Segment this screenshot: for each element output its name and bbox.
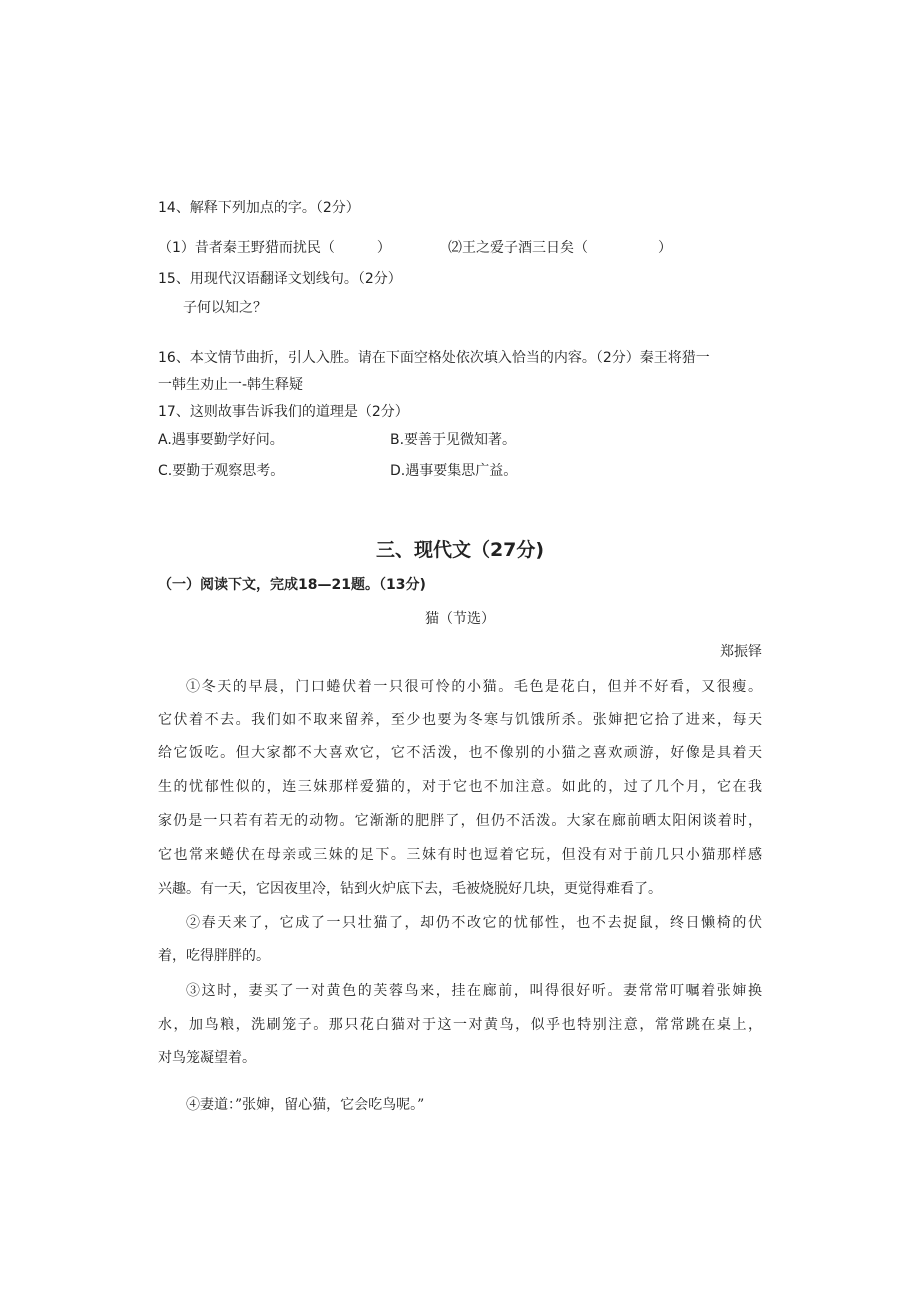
essay-p1-line: 它也常来蜷伏在母亲或三妹的足下。三妹有时也逗着它玩，但没有对于前几只小猫那样感 xyxy=(158,847,762,863)
essay-p4-line: ④妻道：”张婶，留心猫，它会吃鸟呢。” xyxy=(186,1097,425,1113)
essay-author: 郑振铎 xyxy=(720,644,762,660)
q14-item-2: ⑵王之爱子酒三日矣（ ） xyxy=(448,240,672,256)
q15-stem: 15、用现代汉语翻译文划线句。（2分） xyxy=(158,271,402,287)
essay-p1-line: 兴趣。有一天，它因夜里冷，钻到火炉底下去，毛被烧脱好几块，更觉得难看了。 xyxy=(158,881,662,897)
q14-item-1: （1）昔者秦王野猎而扰民（ ） xyxy=(158,240,391,256)
essay-p1-line: 它伏着不去。我们如不取来留养，至少也要为冬寒与饥饿所杀。张婶把它拾了进来，每天 xyxy=(158,712,762,728)
essay-p3-line: ③这时，妻买了一对黄色的芙蓉鸟来，挂在廊前，叫得很好听。妻常常叮嘱着张婶换 xyxy=(186,983,762,999)
q16-line-1: 16、本文情节曲折，引人入胜。请在下面空格处依次填入恰当的内容。（2分）秦王将猎一 xyxy=(158,350,710,366)
q17-option-c: C.要勤于观察思考。 xyxy=(158,463,285,479)
section-title: 三、现代文（27分) xyxy=(375,539,545,561)
q17-stem: 17、这则故事告诉我们的道理是（2分） xyxy=(158,404,409,420)
q17-option-d: D.遇事要集思广益。 xyxy=(390,463,518,479)
q14-stem: 14、解释下列加点的字。（2分） xyxy=(158,200,360,216)
essay-p1-line: 给它饭吃。但大家都不大喜欢它，它不活泼，也不像别的小猫之喜欢顽游，好像是具着天 xyxy=(158,745,762,761)
essay-p1-line: ①冬天的早晨，门口蜷伏着一只很可怜的小猫。毛色是花白，但并不好看，又很瘦。 xyxy=(186,679,762,695)
q15-sentence: 子何以知之？ xyxy=(183,300,267,316)
essay-title: 猫（节选） xyxy=(425,611,495,627)
essay-p1-line: 家仍是一只若有若无的动物。它渐渐的肥胖了，但仍不活泼。大家在廊前晒太阳闲谈着时， xyxy=(158,813,762,829)
essay-p2-line: ②春天来了，它成了一只壮猫了，却仍不改它的忧郁性，也不去捉鼠，终日懒椅的伏 xyxy=(186,915,762,931)
q16-line-2: 一韩生劝止一-韩生释疑 xyxy=(158,377,304,393)
section-subheading: （一）阅读下文，完成18—21题。（13分) xyxy=(158,577,426,593)
essay-p2-line: 着，吃得胖胖的。 xyxy=(158,948,270,964)
essay-p3-line: 对鸟笼凝望着。 xyxy=(158,1050,256,1066)
essay-p1-line: 生的忧郁性似的，连三妹那样爱猫的，对于它也不加注意。如此的，过了几个月，它在我 xyxy=(158,779,762,795)
q17-option-b: B.要善于见微知著。 xyxy=(390,432,517,448)
q17-option-a: A.遇事要勤学好问。 xyxy=(158,432,284,448)
essay-p3-line: 水，加鸟粮，洗刷笼子。那只花白猫对于这一对黄鸟，似乎也特别注意，常常跳在桌上， xyxy=(158,1017,762,1033)
